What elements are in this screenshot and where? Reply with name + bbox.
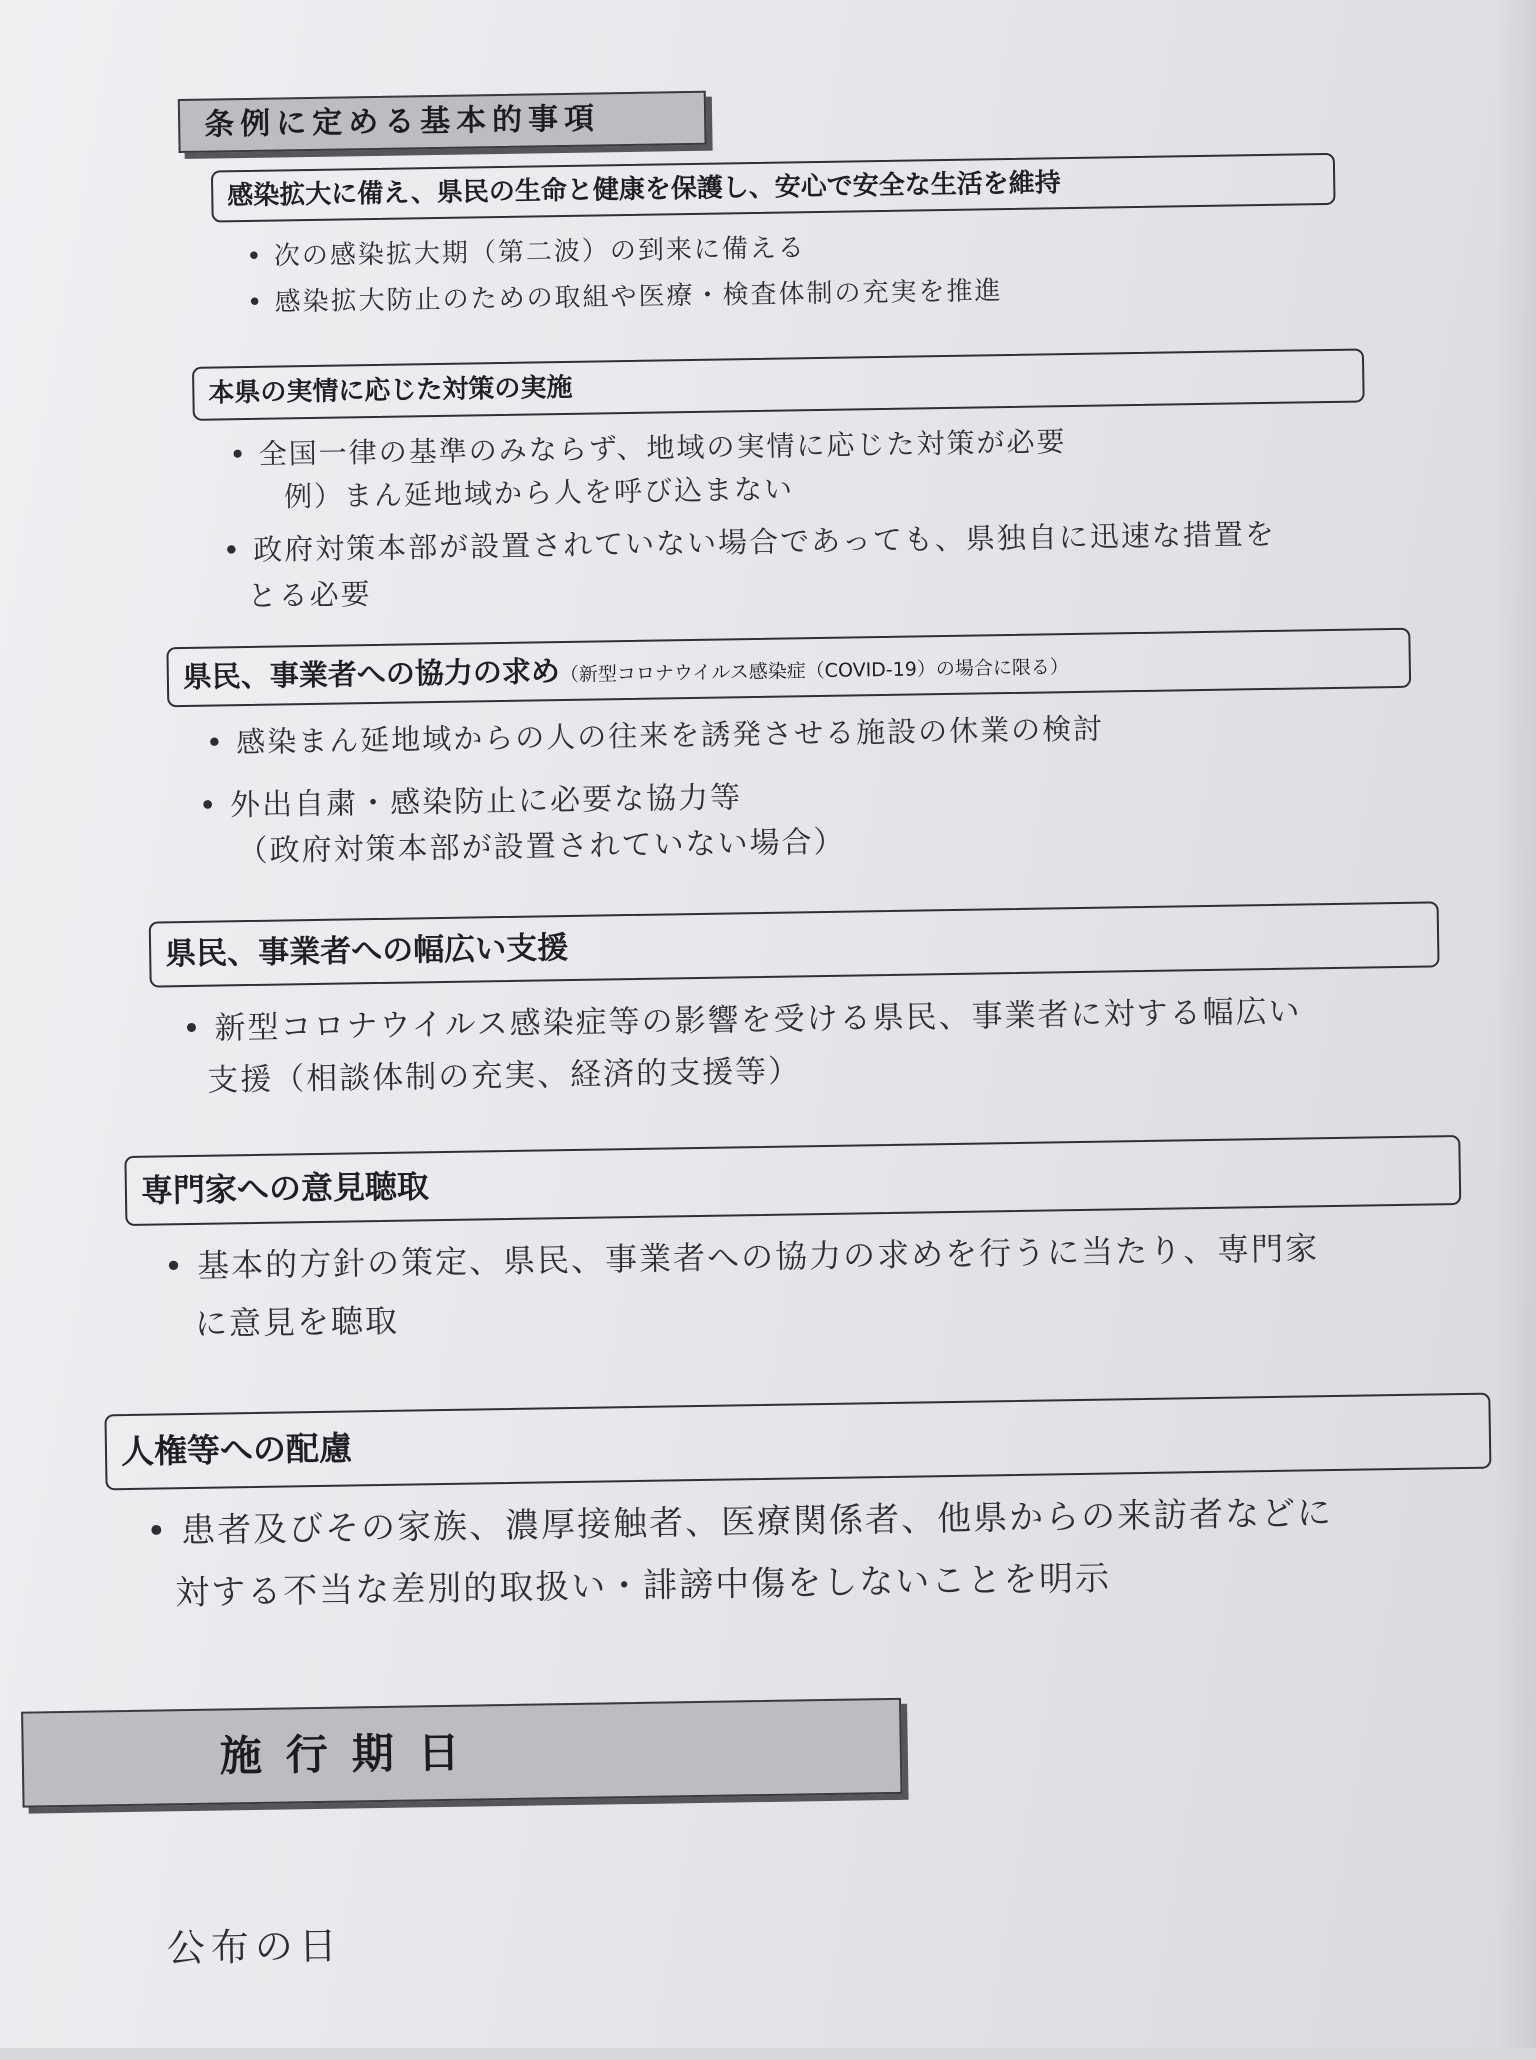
section-5-item-1: • 基本的方針の策定、県民、事業者への協力の求めを行うに当たり、専門家	[164, 1223, 1320, 1287]
section-6-item-1: • 患者及びその家族、濃厚接触者、医療関係者、他県からの来訪者などに	[146, 1485, 1333, 1553]
section-5-title: 専門家への意見聴取	[124, 1135, 1461, 1226]
section-1-title: 感染拡大に備え、県民の生命と健康を保護し、安心で安全な生活を維持	[211, 153, 1336, 223]
section-4-item-1: • 新型コロナウイルス感染症等の影響を受ける県民、事業者に対する幅広い	[182, 985, 1302, 1048]
section-6-item-1-cont: 対する不当な差別的取扱い・誹謗中傷をしないことを明示	[174, 1558, 1112, 1614]
effective-date-text: 公布の日	[166, 1923, 344, 1971]
section-2-item-2-cont: とる必要	[247, 577, 372, 613]
section-3-item-2: • 外出自粛・感染防止に必要な協力等	[198, 772, 742, 825]
section-2-title: 本県の実情に応じた対策の実施	[192, 348, 1365, 420]
section-3-item-1: • 感染まん延地域からの人の往来を誘発させる施設の休業の検討	[206, 707, 1105, 762]
section-4-title: 県民、事業者への幅広い支援	[149, 901, 1440, 987]
section-1-item-2: • 感染拡大防止のための取組や医療・検査体制の充実を推進	[247, 270, 1003, 319]
section-3-title-text: 県民、事業者への協力の求め	[182, 654, 561, 695]
section-1-item-1: • 次の感染拡大期（第二波）の到来に備える	[246, 227, 806, 273]
section-2-example: 例）まん延地域から人を呼び込まない	[283, 472, 795, 514]
section-2-item-1: • 全国一律の基準のみならず、地域の実情に応じた対策が必要	[229, 420, 1067, 473]
section-4-item-1-cont: 支援（相談体制の充実、経済的支援等）	[206, 1053, 802, 1099]
section-6-title: 人権等への配慮	[104, 1393, 1491, 1491]
effective-date-heading: 施行期日	[21, 1698, 902, 1808]
section-3-title	[166, 628, 1411, 708]
section-2-item-2: • 政府対策本部が設置されていない場合であっても、県独自に迅速な措置を	[223, 512, 1277, 570]
section-3-item-2-cont: （政府対策本部が設置されていない場合）	[237, 824, 846, 870]
section-3-title-note: （新型コロナウイルス感染症（COVID-19）の場合に限る）	[559, 656, 1070, 687]
main-heading: 条例に定める基本的事項	[178, 91, 707, 153]
section-5-item-1-cont: に意見を聴取	[194, 1301, 400, 1343]
